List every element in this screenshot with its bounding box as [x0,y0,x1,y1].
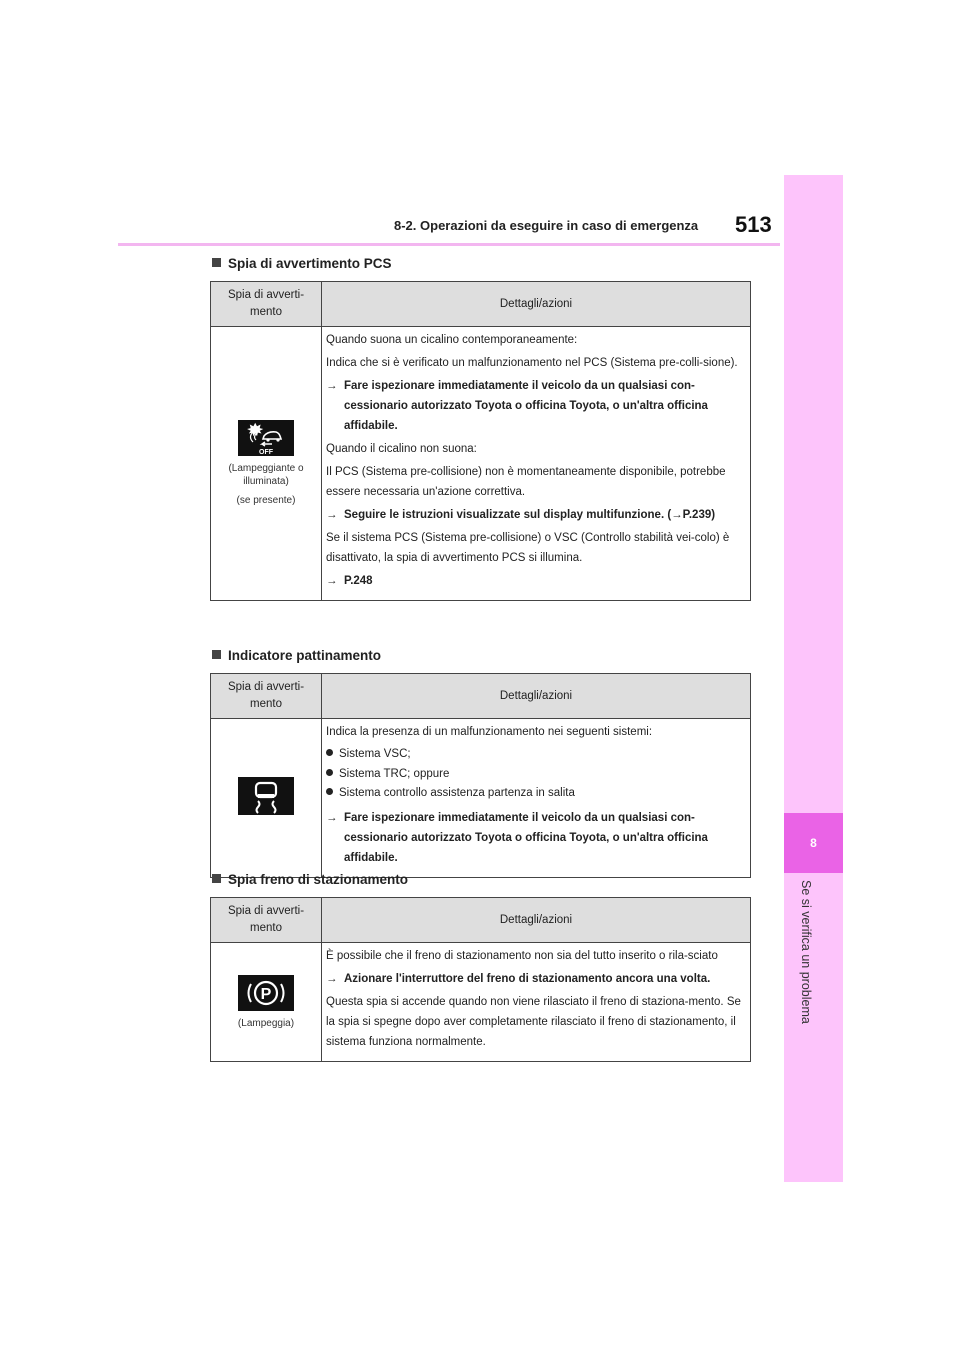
section-heading-parking-brake: Spia freno di stazionamento [212,872,408,887]
action-item: → Fare ispezionare immediatamente il veicolo da un qualsiasi con-cessionario autorizzato Toyota o officina Toyota, o un'altra officina affidabile. [326,808,744,868]
arrow-right-icon: → [326,811,338,824]
chapter-sidebar [784,175,843,1182]
pcs-off-warning-icon [238,420,294,456]
chapter-header: 8-2. Operazioni da eseguire in caso di emergenza [394,218,699,233]
col-header-details: Dettagli/azioni [322,282,751,327]
list-item: Sistema VSC; [326,745,744,765]
detail-text: È possibile che il freno di stazionamento non sia del tutto inserito o rila-sciato [326,950,718,962]
arrow-right-icon: → [326,509,338,521]
bullet-dot-icon [326,769,333,776]
page-reference[interactable]: → P.248 [326,571,744,591]
icon-caption-blink: (Lampeggia) [237,1017,295,1029]
chapter-number-tab: 8 [784,813,843,873]
details-cell [322,943,751,1062]
section-heading-pcs: Spia di avvertimento PCS [212,256,392,271]
icon-cell [211,943,322,1062]
parking-brake-table [210,897,751,1062]
detail-text: Indica che si è verificato un malfunzionamento nel PCS (Sistema pre-colli-sione). [326,357,738,369]
action-item: → Seguire le istruzioni visualizzate sul display multifunzione. (→P.239) [326,505,744,525]
svg-text:P: P [260,985,272,1003]
pcs-warning-table [210,281,751,601]
col-header-details: Dettagli/azioni [322,674,751,719]
action-item: → Fare ispezionare immediatamente il veicolo da un qualsiasi con-cessionario autorizzato Toyota o officina Toyota, o un'altra officina affidabile. [326,376,744,436]
icon-cell [211,327,322,601]
detail-text: Quando suona un cicalino contemporaneamente: [326,334,578,346]
arrow-right-icon: → [326,575,338,587]
detail-text: Se il sistema PCS (Sistema pre-collisione) o VSC (Controllo stabilità vei-colo) è disattivato, la spia di avvertimento PCS si illumina. [326,532,730,564]
col-header-light: Spia di avverti- mento [211,674,322,719]
details-cell [322,327,751,601]
section-heading-slip: Indicatore pattinamento [212,648,381,663]
detail-text: Indica la presenza di un malfunzionamento nei seguenti sistemi: [326,726,653,738]
slip-indicator-table [210,673,751,878]
detail-text: Questa spia si accende quando non viene rilasciato il freno di staziona-mento. Se la spia si spegne dopo aver completamente rilasciato il freno di stazionamento, il sistema funziona normalmente. [326,996,741,1048]
bullet-dot-icon [326,749,333,756]
square-bullet-icon [212,650,221,659]
icon-cell [211,719,322,878]
col-header-light: Spia di avverti- mento [211,282,322,327]
square-bullet-icon [212,258,221,267]
arrow-right-icon: → [326,380,338,392]
slip-indicator-icon [238,777,294,815]
bullet-dot-icon [326,788,333,795]
square-bullet-icon [212,874,221,883]
icon-caption-blink: (Lampeggiante o illuminata) [228,463,304,487]
parking-brake-icon [238,975,294,1011]
svg-text:OFF: OFF [259,449,273,456]
header-divider [118,243,780,246]
action-item: → Azionare l'interruttore del freno di stazionamento ancora una volta. [326,969,744,989]
details-cell [322,719,751,878]
list-item: Sistema controllo assistenza partenza in salita [326,784,744,804]
icon-caption-optional: (se presente) [236,495,296,506]
chapter-name: Se si verifica un problema [799,880,813,1024]
arrow-right-icon: → [326,973,338,985]
detail-text: Quando il cicalino non suona: [326,443,477,455]
col-header-details: Dettagli/azioni [322,898,751,943]
page-number: 513 [735,212,772,237]
list-item: Sistema TRC; oppure [326,765,744,785]
detail-text: Il PCS (Sistema pre-collisione) non è momentaneamente disponibile, potrebbe essere necessaria un'azione correttiva. [326,466,726,498]
col-header-light: Spia di avverti- mento [211,898,322,943]
